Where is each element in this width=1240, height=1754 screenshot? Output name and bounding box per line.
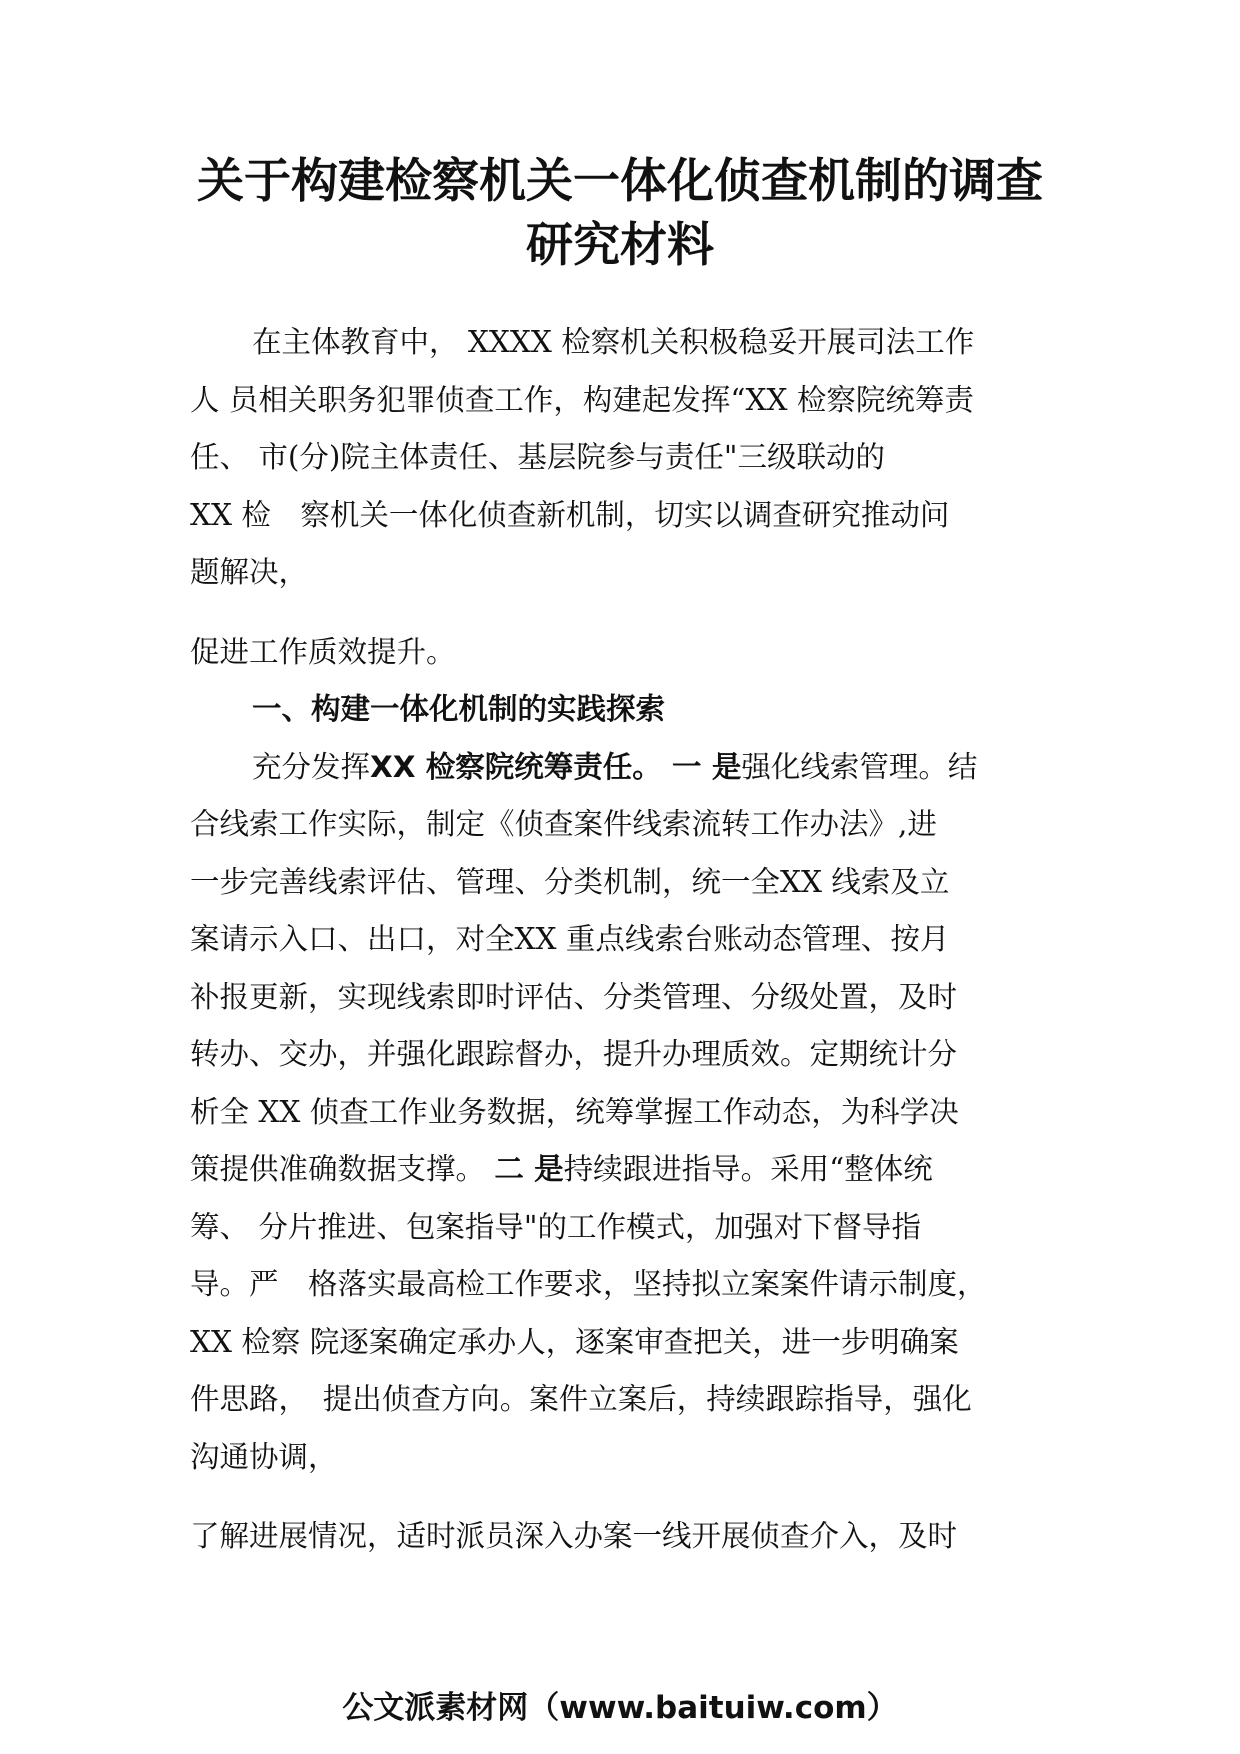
line7-bold: 二 是 <box>494 1152 564 1186</box>
intro-line: 题解决， <box>190 555 309 589</box>
paragraph-line: 导。严 格落实最高检工作要求，坚持拟立案案件请示制度， <box>190 1267 987 1301</box>
paragraph-tail-line: 了解进展情况，适时派员深入办案一线开展侦查介入，及时 <box>190 1519 958 1553</box>
paragraph-line: 件思路， 提出侦查方向。案件立案后，持续跟踪指导，强化 <box>190 1382 972 1416</box>
intro-line: 任、 市(分)院主体责任、基层院参与责任"三级联动的 <box>190 440 885 474</box>
paragraph-line <box>190 739 1070 797</box>
intro-line: XX 检 察机关一体化侦查新机制，切实以调查研究推动问 <box>190 497 950 532</box>
paragraph-line: 筹、 分片推进、包案指导"的工作模式，加强对下督导指 <box>190 1209 921 1244</box>
paragraph-line: XX 检察 院逐案确定承办人，逐案审查把关，进一步明确案 <box>190 1324 959 1359</box>
footer-watermark: 公文派素材网（www.baituiw.com） <box>342 1690 898 1726</box>
paragraph-line <box>190 1141 1070 1199</box>
paragraph-line: 合线索工作实际，制定《侦查案件线索流转工作办法》,进 <box>190 807 937 841</box>
paragraph-line: 析全 XX 侦查工作业务数据，统筹掌握工作动态，为科学决 <box>190 1094 959 1129</box>
section-heading: 一、构建一体化机制的实践探索 <box>252 692 666 726</box>
line7-suffix: 持续跟进指导。采用“整体统 <box>563 1152 933 1186</box>
document-title-line-1: 关于构建检察机关一体化侦查机制的调查 <box>197 154 1043 209</box>
lead-prefix: 充分发挥 <box>252 749 371 784</box>
intro-tail: 促进工作质效提升。 <box>190 634 456 669</box>
lead-bold: XX 检察院统筹责任。 一 是 <box>370 749 742 784</box>
line7-prefix: 策提供准确数据支撑。 <box>190 1152 495 1186</box>
lead-suffix: 强化线索管理。结 <box>741 749 978 784</box>
paragraph-line: 一步完善线索评估、管理、分类机制，统一全XX 线索及立 <box>190 864 950 899</box>
document-title-line-2: 研究材料 <box>526 218 714 273</box>
paragraph-line: 补报更新，实现线索即时评估、分类管理、分级处置，及时 <box>190 979 958 1014</box>
paragraph-line: 沟通协调， <box>190 1439 338 1474</box>
paragraph-line: 转办、交办，并强化跟踪督办，提升办理质效。定期统计分 <box>190 1037 958 1071</box>
intro-line: 在主体教育中， XXXX 检察机关积极稳妥开展司法工作 <box>252 325 975 359</box>
paragraph-line: 案请示入口、出口，对全XX 重点线索台账动态管理、按月 <box>190 922 950 956</box>
document-body <box>190 314 1070 1566</box>
intro-line: 人 员相关职务犯罪侦查工作，构建起发挥“XX 检察院统筹责 <box>190 382 974 417</box>
